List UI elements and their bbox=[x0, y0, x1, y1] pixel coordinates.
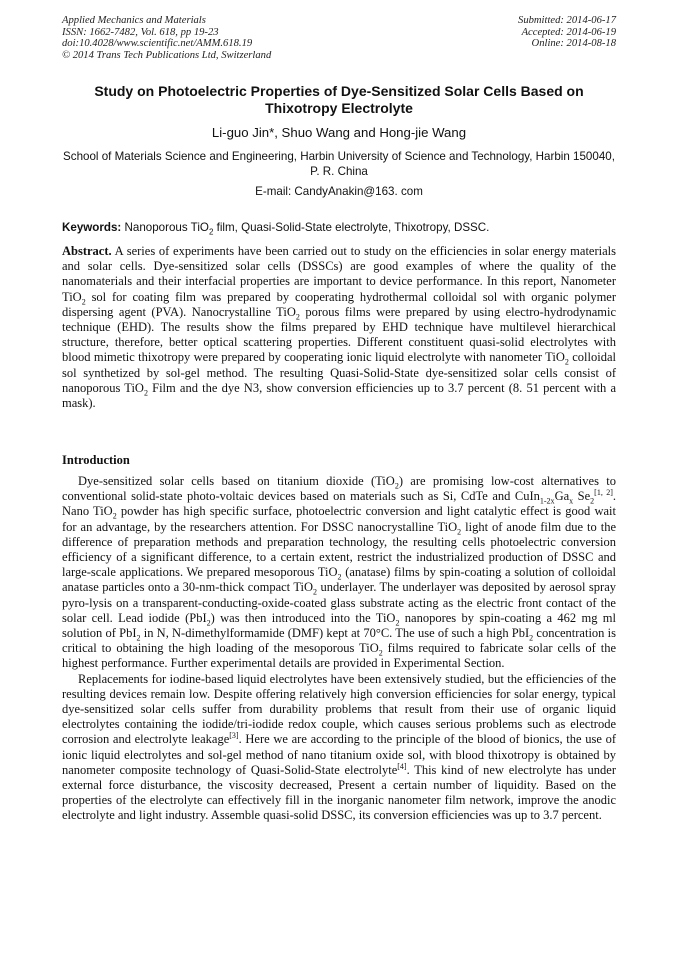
paragraph-text: Replacements for iodine-based liquid electrolytes have been extensively studied, but the efficiencies of the resulting devices remain low. Despite offering relatively high conversion efficiencies for solar energy, typical dye-sensitized solar cells suffer from durability problems that result from their use of organic liquid electrolytes containing the iodide/tri-iodide redox couple, which causes serious problems such as electrode corrosion and electrolyte leakage bbox=[62, 671, 616, 747]
paper-title: Study on Photoelectric Properties of Dye-Sensitized Solar Cells Based on Thixotropy Electrolyte bbox=[94, 83, 584, 116]
paragraph-text: (anatase) films by spin-coating a solution of colloidal anatase particles onto a 30-nm-thick compact TiO bbox=[62, 565, 616, 595]
keywords-text-b: film, Quasi-Solid-State electrolyte, Thixotropy, DSSC. bbox=[213, 221, 490, 234]
author-email: E-mail: CandyAnakin@163. com bbox=[255, 185, 423, 198]
citation-ref: [3] bbox=[229, 731, 239, 741]
keywords-subscript: 2 bbox=[208, 227, 214, 237]
journal-copyright: © 2014 Trans Tech Publications Ltd, Switzerland bbox=[62, 49, 272, 61]
subscript: 2 bbox=[206, 618, 211, 628]
introduction-paragraph-2 bbox=[62, 672, 616, 824]
subscript: 2 bbox=[112, 511, 117, 521]
subscript: x bbox=[569, 496, 574, 506]
subscript: 2 bbox=[395, 618, 400, 628]
citation-ref: [1, 2] bbox=[594, 488, 613, 498]
subscript: 2 bbox=[564, 357, 569, 367]
subscript: 1-2x bbox=[539, 496, 555, 506]
paragraph-text: powder has high specific surface, photoelectric conversion and light catalytic effect is good wait for an advantage, by the researchers attention. For DSSC nanocrystalline TiO bbox=[62, 504, 616, 534]
abstract-text: Film and the dye N3, show conversion efficiencies up to 3.7 percent (8. 51 percent with a mask). bbox=[62, 380, 617, 411]
keywords-text-a: Nanoporous TiO bbox=[121, 221, 209, 234]
introduction-body bbox=[62, 474, 616, 824]
subscript: 2 bbox=[337, 572, 342, 582]
accepted-date: Accepted: 2014-06-19 bbox=[521, 26, 616, 38]
paragraph-text: nanopores by spin-coating a 462 mg ml solution of PbI bbox=[62, 610, 617, 641]
paragraph-text: Se bbox=[573, 489, 591, 504]
submitted-date: Submitted: 2014-06-17 bbox=[518, 15, 616, 26]
subscript: 2 bbox=[313, 587, 318, 597]
paragraph-text: Dye-sensitized solar cells based on titanium dioxide (TiO bbox=[78, 474, 395, 488]
journal-header-right bbox=[518, 15, 616, 50]
paragraph-text: ) are promising low-cost alternatives to conventional solid-state photo-voltaic devices based on materials such as Si, CdTe and CuIn bbox=[62, 474, 616, 504]
subscript: 2 bbox=[394, 481, 399, 491]
abstract-text: porous films were prepared by using electro-hydrodynamic technique (EHD). The results show the films prepared by EHD technique have multilevel hierarchical structure, therefore, better optical scattering properties. Different constituent quasi-solid electrolytes with blood mimetic thixotropy were prepared by cooperating ionic liquid electrolyte with nanometer TiO bbox=[62, 304, 616, 365]
journal-doi: doi:10.4028/www.scientific.net/AMM.618.19 bbox=[62, 38, 253, 50]
journal-name: Applied Mechanics and Materials bbox=[62, 15, 206, 26]
keywords-label: Keywords: bbox=[62, 221, 122, 234]
journal-issn: ISSN: 1662-7482, Vol. 618, pp 19-23 bbox=[62, 26, 219, 38]
abstract bbox=[62, 244, 616, 411]
abstract-text: colloidal sol synthetized by sol-gel method. The resulting Quasi-Solid-State dye-sensitized solar cells consist of nanoporous TiO bbox=[62, 350, 616, 395]
abstract-text: A series of experiments have been carried out to study on the efficiencies in solar energy materials and solar cells. Dye-sensitized solar cells (DSSCs) are good examples of where the quality of the nanomaterials and their interfacial properties are important to device performance. In this report, Nanometer TiO bbox=[62, 244, 616, 304]
subscript: 2 bbox=[143, 388, 148, 398]
paragraph-text: in N, N-dimethylformamide (DMF) kept at 70°C. The use of such a high PbI bbox=[140, 626, 530, 641]
section-heading-introduction: Introduction bbox=[62, 453, 130, 467]
author-affiliation: School of Materials Science and Engineering, Harbin University of Science and Technology, Harbin 150040, P. R. China bbox=[63, 150, 615, 178]
paragraph-text: Ga bbox=[554, 489, 570, 504]
paragraph-text: . Here we are according to the principle of the blood of bionics, the use of ionic liquid electrolytes and sol-gel method of nano titanium oxide sol, with blood thixotropy is obtained by nanometer composite technology of Quasi-Solid-State electrolyte bbox=[62, 732, 616, 777]
online-date: Online: 2014-08-18 bbox=[531, 38, 616, 50]
keywords bbox=[62, 221, 616, 235]
abstract-text: sol for coating film was prepared by cooperating hydrothermal colloidal sol with organic polymer dispersing agent (PVA). Nanocrystalline TiO bbox=[62, 289, 616, 319]
paragraph-text: light of anode film due to the difference of preparation methods and preparation technology, the resulting cells photoelectric conversion efficiency of a significant difference, to a certain extent, restrict the industrialized production of DSSC and large-scale applications. We prepared mesoporous TiO bbox=[62, 519, 616, 580]
subscript: 2 bbox=[81, 297, 86, 307]
subscript: 2 bbox=[295, 312, 300, 322]
paragraph-text: underlayer. The underlayer was deposited by aerosol spray pyro-lysis on a transparent-conducting-oxide-coated glass substrate acting as the electric front contact of the solar cell. Lead iodide (PbI bbox=[62, 580, 616, 625]
subscript: 2 bbox=[590, 496, 595, 506]
paragraph-text: films required to fabricate solar cells of the highest performance. Further experimental details are provided in Experimental Section. bbox=[62, 641, 616, 671]
subscript: 2 bbox=[457, 527, 462, 537]
paragraph-text: . Nano TiO bbox=[62, 489, 617, 519]
subscript: 2 bbox=[378, 648, 383, 658]
introduction-paragraph-1 bbox=[62, 474, 616, 672]
paragraph-text: . This kind of new electrolyte has under external force disturbance, the viscosity decreased, Present a certain number of liquidity. Based on the properties of the electrolyte can effectively fill in the inorganic nanometer film network, improve the anodic electrolyte and light industry. Assemble quasi-solid DSSC, its conversion efficiencies was up to 3.7 percent. bbox=[62, 762, 617, 823]
citation-ref: [4] bbox=[397, 761, 407, 771]
subscript: 2 bbox=[136, 633, 141, 643]
journal-header-left bbox=[62, 15, 271, 61]
paragraph-text: concentration is critical to obtaining the high loading of the mesoporous TiO bbox=[62, 626, 616, 656]
paragraph-text: ) was then introduced into the TiO bbox=[210, 610, 396, 625]
subscript: 2 bbox=[529, 633, 534, 643]
abstract-label: Abstract. bbox=[62, 244, 112, 258]
paper-authors: Li-guo Jin*, Shuo Wang and Hong-jie Wang bbox=[211, 125, 467, 140]
